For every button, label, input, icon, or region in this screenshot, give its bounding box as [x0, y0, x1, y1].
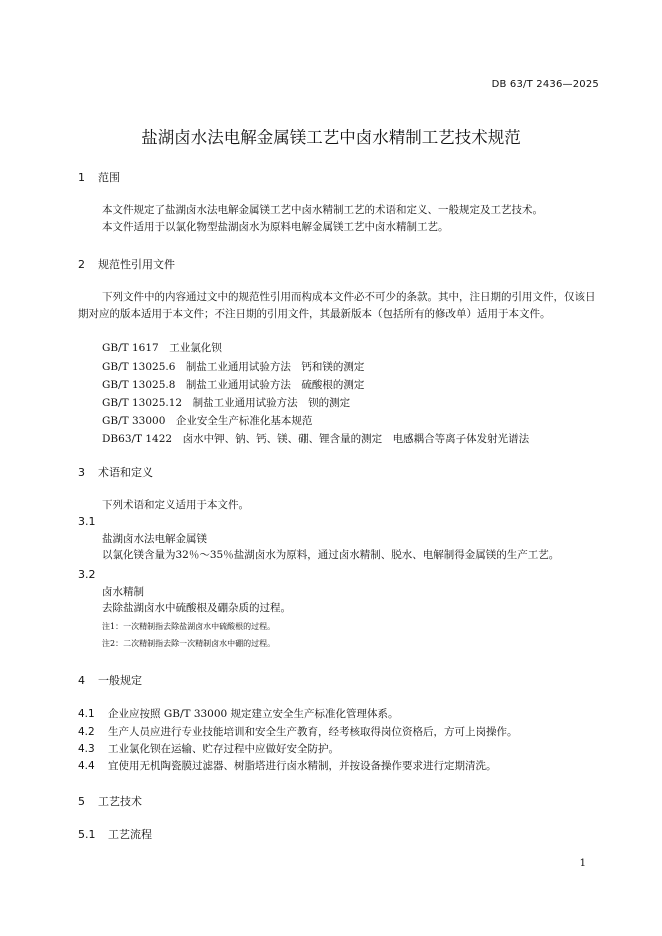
section-2-heading — [78, 256, 175, 272]
reference-item: GB/T 13025.12 制盐工业通用试验方法 钡的测定 — [102, 397, 351, 409]
page-number: 1 — [579, 858, 586, 869]
term-3-1-number: 3.1 — [78, 515, 96, 528]
clause-text: 工业氯化钡在运输、贮存过程中应做好安全防护。 — [108, 743, 339, 755]
term-3-2-note-1: 注1：一次精制指去除盐湖卤水中硫酸根的过程。 — [102, 622, 276, 631]
clause-4-4 — [78, 758, 497, 775]
reference-item: GB/T 33000 企业安全生产标准化基本规范 — [102, 415, 313, 427]
section-4-number: 4 — [78, 674, 85, 687]
clause-4-1 — [78, 706, 399, 723]
subsection-5-1-heading — [78, 826, 152, 842]
clause-4-3 — [78, 741, 339, 758]
section-5-heading — [78, 793, 142, 809]
term-3-2-number: 3.2 — [78, 568, 96, 581]
section-3-intro: 下列术语和定义适用于本文件。 — [102, 499, 249, 511]
section-5-title: 工艺技术 — [98, 795, 142, 808]
subsection-5-1-title: 工艺流程 — [108, 828, 152, 841]
reference-item: GB/T 13025.6 制盐工业通用试验方法 钙和镁的测定 — [102, 361, 365, 373]
section-1-paragraph-2: 本文件适用于以氯化物型盐湖卤水为原料电解金属镁工艺中卤水精制工艺。 — [102, 221, 449, 233]
clause-text: 企业应按照 GB/T 33000 规定建立安全生产标准化管理体系。 — [108, 708, 399, 720]
document-title: 盐湖卤水法电解金属镁工艺中卤水精制工艺技术规范 — [141, 128, 521, 147]
section-1-number: 1 — [78, 171, 85, 184]
section-2-number: 2 — [78, 258, 85, 271]
clause-number: 4.4 — [78, 760, 95, 772]
reference-item: DB63/T 1422 卤水中钾、钠、钙、镁、硼、锂含量的测定 电感耦合等离子体发射光谱法 — [102, 433, 530, 445]
clause-text: 宜使用无机陶瓷膜过滤器、树脂塔进行卤水精制，并按设备操作要求进行定期清洗。 — [108, 760, 497, 772]
reference-item: GB/T 13025.8 制盐工业通用试验方法 硫酸根的测定 — [102, 379, 365, 391]
section-2-title: 规范性引用文件 — [98, 258, 175, 271]
section-4-heading — [78, 672, 142, 688]
term-3-2-definition: 去除盐湖卤水中硫酸根及硼杂质的过程。 — [102, 602, 291, 614]
clause-text: 生产人员应进行专业技能培训和安全生产教育，经考核取得岗位资格后，方可上岗操作。 — [108, 726, 518, 738]
clause-number: 4.3 — [78, 743, 95, 755]
section-4-title: 一般规定 — [98, 674, 142, 687]
section-2-intro: 下列文件中的内容通过文中的规范性引用而构成本文件必不可少的条款。其中，注日期的引用文件，仅该日期对应的版本适用于本文件；不注日期的引用文件，其最新版本（包括所有的修改单）适用于本文件。 — [78, 291, 596, 320]
standard-number: DB 63/T 2436—2025 — [491, 79, 599, 90]
section-3-number: 3 — [78, 466, 85, 479]
reference-item: GB/T 1617 工业氯化钡 — [102, 342, 222, 354]
term-3-1-name: 盐湖卤水法电解金属镁 — [102, 533, 207, 545]
term-3-1-definition: 以氯化镁含量为32％～35％盐湖卤水为原料，通过卤水精制、脱水、电解制得金属镁的生产工艺。 — [102, 549, 560, 561]
section-1-heading — [78, 169, 120, 185]
term-3-2-name: 卤水精制 — [102, 586, 144, 598]
clause-number: 4.2 — [78, 726, 95, 738]
section-5-number: 5 — [78, 795, 85, 808]
clause-4-2 — [78, 724, 518, 741]
section-1-paragraph-1: 本文件规定了盐湖卤水法电解金属镁工艺中卤水精制工艺的术语和定义、一般规定及工艺技术。 — [102, 204, 543, 216]
section-1-title: 范围 — [98, 171, 120, 184]
term-3-2-note-2: 注2：二次精制指去除一次精制卤水中硼的过程。 — [102, 639, 276, 648]
section-3-heading — [78, 464, 153, 480]
clause-number: 4.1 — [78, 708, 95, 720]
subsection-5-1-number: 5.1 — [78, 828, 96, 841]
section-3-title: 术语和定义 — [98, 466, 153, 479]
